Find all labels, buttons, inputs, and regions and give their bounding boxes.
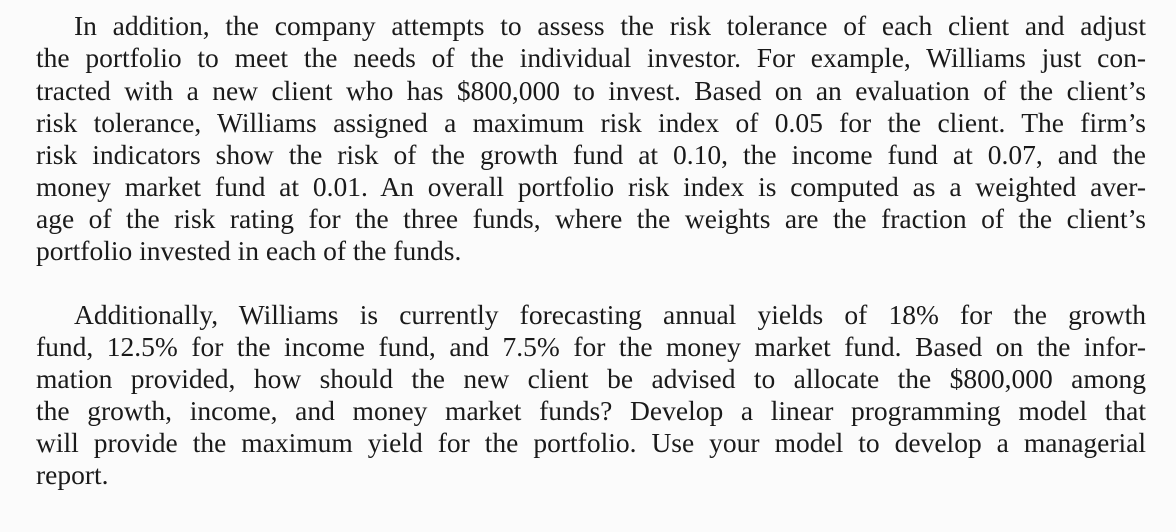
paragraph-line: will provide the maximum yield for the portfolio. Use your model to develop a managerial [36, 427, 1146, 458]
paragraph-line: mation provided, how should the new client be advised to allocate the $800,000 among [36, 363, 1146, 394]
paragraph-line: the portfolio to meet the needs of the individual investor. For example, Williams just con- [36, 42, 1146, 73]
paragraph-line: risk tolerance, Williams assigned a maximum risk index of 0.05 for the client. The firm’s [36, 107, 1146, 138]
paragraph-line: age of the risk rating for the three funds, where the weights are the fraction of the client’s [36, 203, 1146, 234]
paragraph-line: risk indicators show the risk of the growth fund at 0.10, the income fund at 0.07, and the [36, 139, 1146, 170]
paragraph-line: fund, 12.5% for the income fund, and 7.5% for the money market fund. Based on the infor- [36, 331, 1146, 362]
paragraph-line: money market fund at 0.01. An overall portfolio risk index is computed as a weighted aver- [36, 171, 1146, 202]
paragraph-line: In addition, the company attempts to assess the risk tolerance of each client and adjust [74, 10, 1146, 41]
paragraph-line: report. [36, 459, 109, 490]
paragraph-line: the growth, income, and money market funds? Develop a linear programming model that [36, 395, 1146, 426]
paragraph-line: portfolio invested in each of the funds. [36, 235, 462, 266]
paragraph-line: Additionally, Williams is currently forecasting annual yields of 18% for the growth [74, 299, 1146, 330]
paragraph-line: tracted with a new client who has $800,000 to invest. Based on an evaluation of the client’s [36, 75, 1146, 106]
